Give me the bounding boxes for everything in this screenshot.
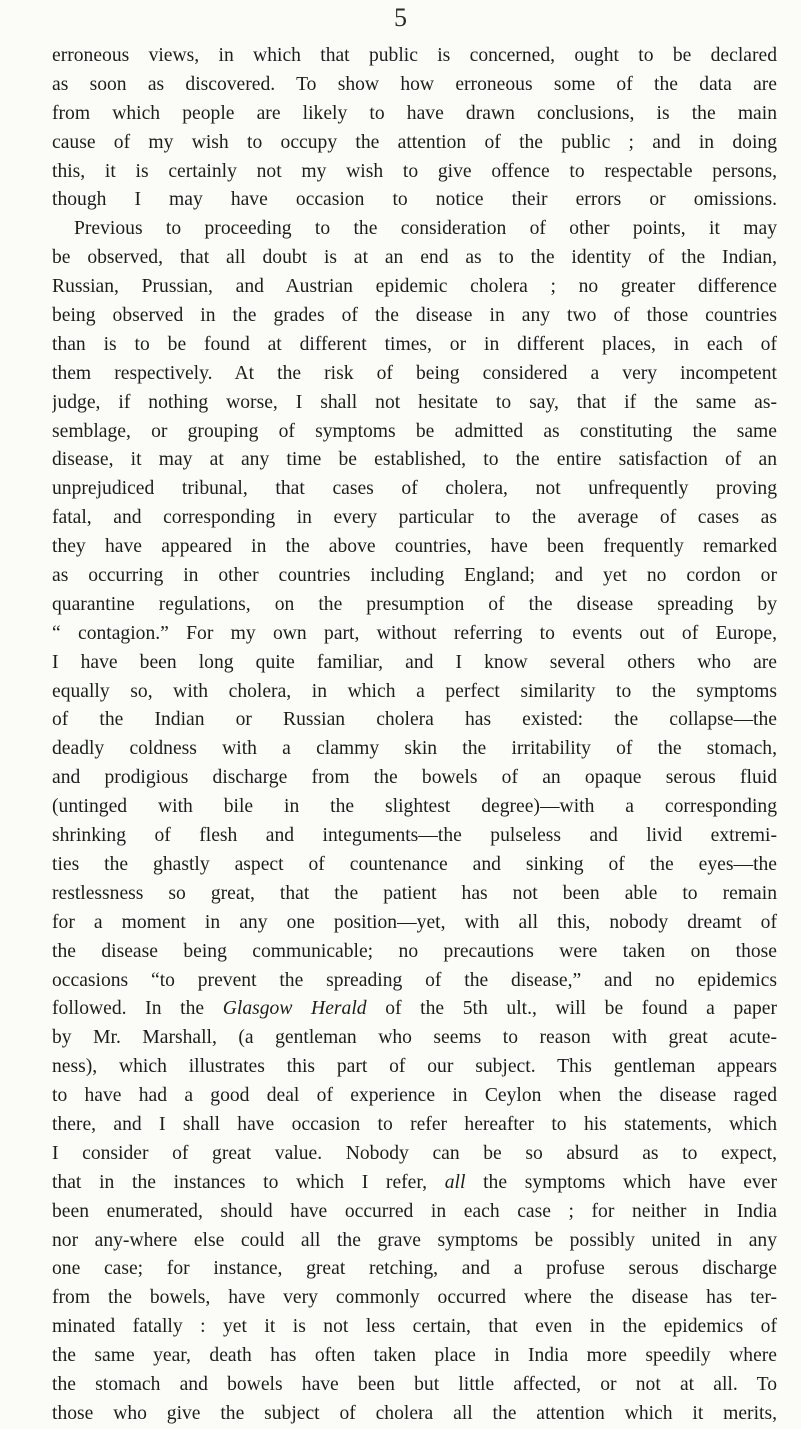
text-line-content: Previous to proceeding to the consideration of other points, it may [74, 218, 777, 240]
text-line-content: (untinged with bile in the slightest degree)—with a corresponding [52, 796, 777, 818]
text-line-content: the symptoms which have ever [465, 1171, 777, 1193]
page-number: 5 [394, 3, 407, 32]
text-line-content: for a moment in any one position—yet, with all this, nobody dreamt of [52, 911, 777, 933]
text-line-content: ties the ghastly aspect of countenance and sinking of the eyes—the [52, 853, 777, 875]
text-line [52, 1198, 777, 1227]
text-line-content: though I may have occasion to notice their errors or omissions. [52, 189, 777, 211]
text-line-content: I have been long quite familiar, and I know several others who are [52, 651, 777, 673]
text-line [52, 1169, 777, 1198]
text-line-content: this, it is certainly not my wish to give offence to respectable persons, [52, 160, 777, 182]
text-line [52, 562, 777, 591]
text-line-content: judge, if nothing worse, I shall not hesitate to say, that if the same as- [52, 391, 777, 413]
text-line [52, 158, 777, 187]
text-line [52, 1284, 777, 1313]
text-line-content: fatal, and corresponding in every particular to the average of cases as [52, 507, 777, 529]
text-line-content: quarantine regulations, on the presumption of the disease spreading by [52, 593, 777, 615]
text-line [52, 1313, 777, 1342]
text-line [52, 186, 777, 215]
text-line-content: being observed in the grades of the disease in any two of those countries [52, 305, 777, 327]
text-line-content: minated fatally : yet it is not less certain, that even in the epidemics of [52, 1316, 777, 1338]
text-line-content: the disease being communicable; no precautions were taken on those [52, 940, 777, 962]
text-line [52, 851, 777, 880]
text-line [52, 1053, 777, 1082]
text-line-content: “ contagion.” For my own part, without referring to events out of Europe, [52, 622, 777, 644]
text-line [52, 302, 777, 331]
text-line-content: erroneous views, in which that public is concerned, ought to be declared [52, 45, 777, 66]
text-line [52, 389, 777, 418]
text-line-content: as soon as discovered. To show how erroneous some of the data are [52, 73, 777, 95]
text-line [52, 1111, 777, 1140]
text-line-content: and prodigious discharge from the bowels of an opaque serous fluid [52, 767, 777, 789]
text-line-content: the same year, death has often taken place in India more speedily where [52, 1345, 777, 1367]
text-line-content: one case; for instance, great retching, and a profuse serous discharge [52, 1258, 777, 1280]
text-line [52, 793, 777, 822]
text-line-content: them respectively. At the risk of being considered a very incompetent [52, 362, 777, 384]
text-line-content: be observed, that all doubt is at an end as to the identity of the Indian, [52, 247, 777, 269]
text-line [52, 706, 777, 735]
text-line [52, 1140, 777, 1169]
text-line [52, 273, 777, 302]
text-line [52, 967, 777, 996]
text-line-content: to have had a good deal of experience in Ceylon when the disease raged [52, 1085, 777, 1107]
text-line-content: than is to be found at different times, or in different places, in each of [52, 333, 777, 355]
text-line [52, 1342, 777, 1371]
text-line [52, 100, 777, 129]
text-line [52, 446, 777, 475]
text-line [52, 591, 777, 620]
body-text [52, 42, 777, 1429]
text-line-content: restlessness so great, that the patient has not been able to remain [52, 882, 777, 904]
text-line-content: of the 5th ult., will be found a paper [366, 998, 777, 1020]
text-line [52, 822, 777, 851]
text-line-content: deadly coldness with a clammy skin the irritability of the stomach, [52, 738, 777, 760]
text-line-content: that in the instances to which I refer, [52, 1171, 445, 1193]
text-line [52, 649, 777, 678]
text-line [52, 1227, 777, 1256]
text-line [52, 1371, 777, 1400]
text-line [52, 504, 777, 533]
text-line [52, 215, 777, 244]
text-line-content: unprejudiced tribunal, that cases of cholera, not unfrequently proving [52, 478, 777, 500]
text-line [52, 418, 777, 447]
text-line-content: from which people are likely to have drawn conclusions, is the main [52, 102, 777, 124]
text-line-content: of the Indian or Russian cholera has existed: the collapse—the [52, 709, 777, 731]
text-line-content: nor any-where else could all the grave symptoms be possibly united in any [52, 1229, 777, 1251]
text-line-content: there, and I shall have occasion to refer hereafter to his statements, which [52, 1113, 777, 1135]
text-line [52, 620, 777, 649]
text-line [52, 1082, 777, 1111]
text-line [52, 735, 777, 764]
text-line [52, 331, 777, 360]
text-line-content: shrinking of flesh and integuments—the pulseless and livid extremi- [52, 825, 777, 847]
text-line [52, 1024, 777, 1053]
text-line [52, 880, 777, 909]
italic-text: Glasgow Herald [222, 998, 367, 1020]
text-line [52, 533, 777, 562]
text-line [52, 360, 777, 389]
text-line-content: they have appeared in the above countries, have been frequently remarked [52, 536, 777, 558]
text-line [52, 764, 777, 793]
text-line [52, 1255, 777, 1284]
text-line-content: semblage, or grouping of symptoms be admitted as constituting the same [52, 420, 777, 442]
text-line [52, 71, 777, 100]
text-line-content: I consider of great value. Nobody can be so absurd as to expect, [52, 1142, 777, 1164]
text-line [52, 995, 777, 1024]
text-line-content: from the bowels, have very commonly occurred where the disease has ter- [52, 1287, 777, 1309]
text-line-content: cause of my wish to occupy the attention of the public ; and in doing [52, 131, 777, 153]
text-line [52, 129, 777, 158]
text-line-content: those who give the subject of cholera all the attention which it merits, [52, 1402, 777, 1424]
text-line-content: by Mr. Marshall, (a gentleman who seems to reason with great acute- [52, 1027, 777, 1049]
text-line [52, 244, 777, 273]
text-line [52, 42, 777, 71]
text-line-content: been enumerated, should have occurred in each case ; for neither in India [52, 1200, 777, 1222]
text-line-content: ness), which illustrates this part of our subject. This gentleman appears [52, 1056, 777, 1078]
text-line [52, 1400, 777, 1429]
text-line-content: disease, it may at any time be established, to the entire satisfaction of an [52, 449, 777, 471]
text-line-content: equally so, with cholera, in which a perfect similarity to the symptoms [52, 680, 777, 702]
text-line [52, 938, 777, 967]
text-line [52, 678, 777, 707]
text-line-content: followed. In the [52, 998, 223, 1020]
text-line-content: occasions “to prevent the spreading of the disease,” and no epidemics [52, 969, 777, 991]
text-line-content: Russian, Prussian, and Austrian epidemic cholera ; no greater difference [52, 276, 777, 298]
text-line [52, 475, 777, 504]
italic-text: all [444, 1171, 466, 1193]
text-line-content: the stomach and bowels have been but little affected, or not at all. To [52, 1373, 777, 1395]
text-line [52, 909, 777, 938]
text-line-content: as occurring in other countries including England; and yet no cordon or [52, 565, 777, 587]
